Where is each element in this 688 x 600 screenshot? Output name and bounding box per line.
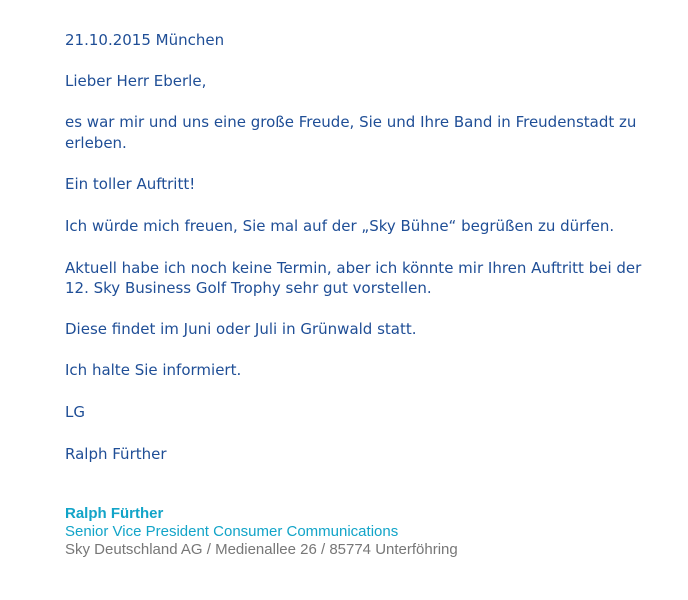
signature-company: Sky Deutschland AG / Medienallee 26 / 85774 Unterföhring bbox=[65, 541, 458, 558]
signature-title: Senior Vice President Consumer Communications bbox=[65, 523, 399, 540]
signature-name: Ralph Fürther bbox=[65, 505, 164, 522]
date-line: 21.10.2015 München bbox=[65, 31, 225, 49]
paragraph-2: Ein toller Auftritt! bbox=[65, 175, 196, 193]
paragraph-4-line-1: Aktuell habe ich noch keine Termin, aber ich könnte mir Ihren Auftritt bei der bbox=[65, 259, 642, 277]
paragraph-4-line-2: 12. Sky Business Golf Trophy sehr gut vorstellen. bbox=[65, 279, 432, 297]
closing: LG bbox=[65, 403, 85, 421]
paragraph-1-line-2: erleben. bbox=[65, 134, 127, 152]
signed-name: Ralph Fürther bbox=[65, 445, 167, 463]
greeting: Lieber Herr Eberle, bbox=[65, 72, 207, 90]
paragraph-5: Diese findet im Juni oder Juli in Grünwald statt. bbox=[65, 320, 417, 338]
paragraph-6: Ich halte Sie informiert. bbox=[65, 361, 242, 379]
paragraph-1-line-1: es war mir und uns eine große Freude, Sie und Ihre Band in Freudenstadt zu bbox=[65, 113, 637, 131]
paragraph-3: Ich würde mich freuen, Sie mal auf der „Sky Bühne“ begrüßen zu dürfen. bbox=[65, 217, 615, 235]
